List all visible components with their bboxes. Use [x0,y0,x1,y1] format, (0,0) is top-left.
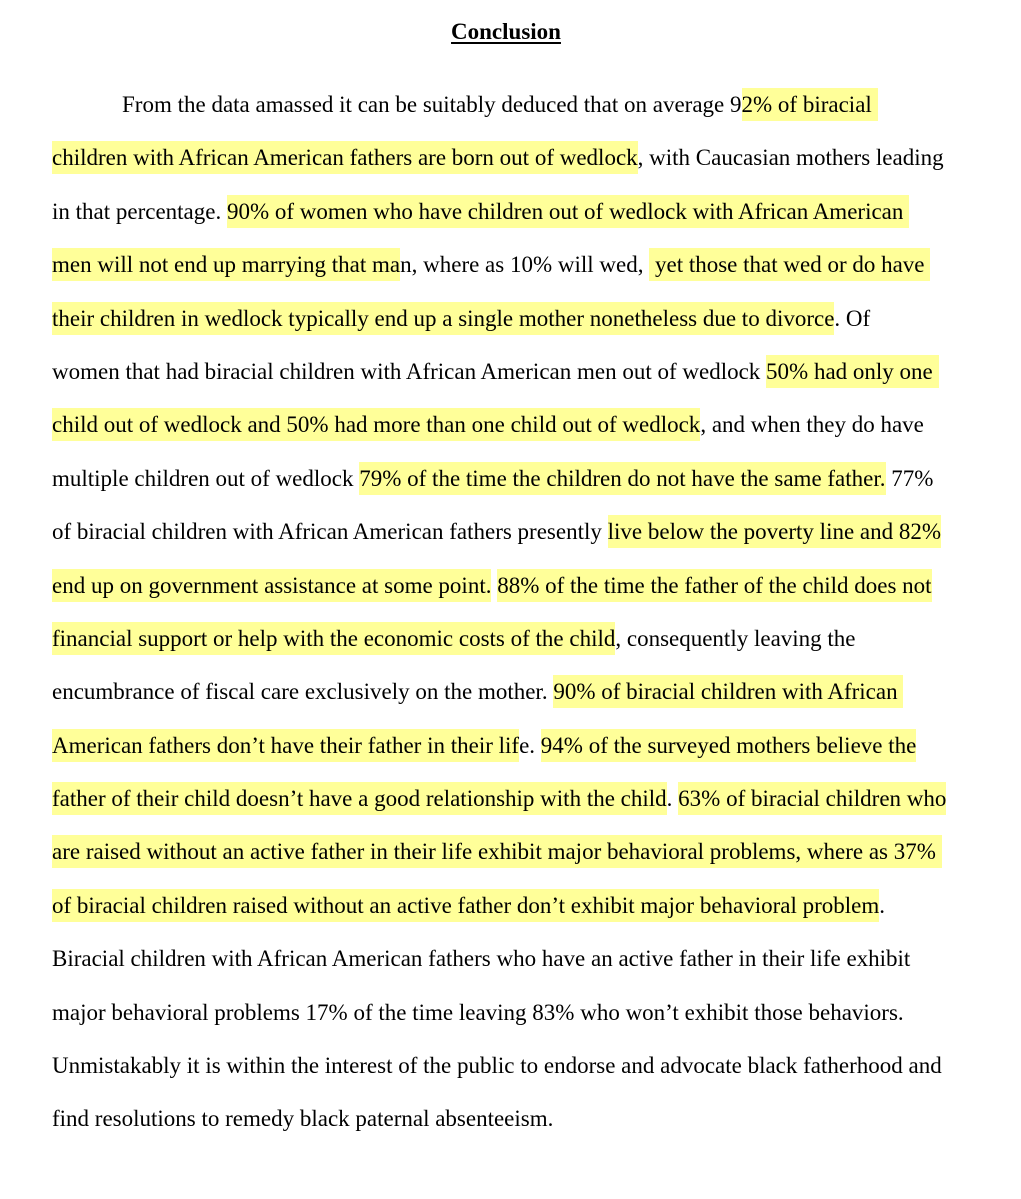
highlighted-text: 50% had only one [766,355,938,388]
paragraph-line [52,1098,964,1151]
plain-text: , with Caucasian mothers leading [637,145,944,171]
highlighted-text: 90% of biracial children with African [553,675,903,708]
paragraph-line [52,938,964,991]
paragraph-line [52,618,964,671]
paragraph-line [52,565,964,618]
plain-text: . [879,892,886,918]
paragraph-line [52,831,964,884]
plain-text: . [666,786,679,812]
paragraph-line [52,137,964,190]
plain-text: . Of [834,305,871,331]
highlighted-text: child out of wedlock and 50% had more than one child out of wedlock [52,408,700,441]
highlighted-text: 88% of the time the father of the child does not [497,569,931,602]
highlighted-text: father of their child doesn’t have a good relationship with the child [52,782,667,815]
highlighted-text: American fathers don’t have their father in their lif [52,729,519,762]
highlighted-text: 2% of biracial [742,88,878,121]
highlighted-text: yet those that wed or do have [649,248,930,281]
highlighted-text: 79% of the time the children do not have the same father. [359,462,885,495]
plain-text: From the data amassed it can be suitably deduced that on average 9 [122,92,742,117]
highlighted-text: live below the poverty line and 82% [608,515,941,548]
plain-text: encumbrance of fiscal care exclusively on the mother. [52,679,554,705]
plain-text: women that had biracial children with African American men out of wedlock [52,358,767,384]
plain-text: major behavioral problems 17% of the time leaving 83% who won’t exhibit those behaviors. [52,999,904,1025]
paragraph-line [52,191,964,244]
highlighted-text: their children in wedlock typically end up a single mother nonetheless due to divorce [52,302,834,335]
plain-text: in that percentage. [52,198,227,224]
highlighted-text: children with African American fathers are born out of wedlock [52,141,638,174]
highlighted-text: men will not end up marrying that ma [52,248,400,281]
section-heading: Conclusion [451,19,561,44]
plain-text: , consequently leaving the [615,625,856,651]
plain-text: of biracial children with African American fathers presently [52,519,608,545]
highlighted-text: 94% of the surveyed mothers believe the [541,729,917,762]
paragraph-line [52,992,964,1045]
plain-text: e. [519,732,541,758]
paragraph-line [52,885,964,938]
highlighted-text: are raised without an active father in their life exhibit major behavioral problems, where as 37% [52,835,942,868]
paragraph-line [52,511,964,564]
paragraph-line [52,298,964,351]
paragraph-line [52,351,964,404]
conclusion-paragraph [52,84,964,1152]
paragraph-line [52,458,964,511]
paragraph-line [52,725,964,778]
plain-text: Biracial children with African American fathers who have an active father in their life exhibit [52,946,911,972]
plain-text: , and when they do have [700,412,924,438]
highlighted-text: of biracial children raised without an active father don’t exhibit major behavioral problem [52,889,879,922]
plain-text: find resolutions to remedy black paternal absenteeism. [52,1106,554,1132]
plain-text: 77% [885,465,934,491]
paragraph-line [52,1045,964,1098]
plain-text: multiple children out of wedlock [52,465,360,491]
paragraph-line [52,404,964,457]
paragraph-line [52,671,964,724]
highlighted-text: 63% of biracial children who [678,782,946,815]
paragraph-line [52,244,964,297]
plain-text: Unmistakably it is within the interest of the public to endorse and advocate black fatherhood and [52,1053,942,1079]
paragraph-line [52,84,964,137]
highlighted-text: 90% of women who have children out of wedlock with African American [227,195,909,228]
paragraph-line [52,778,964,831]
highlighted-text: end up on government assistance at some point. [52,569,491,602]
plain-text: n, where as 10% will wed, [400,252,650,278]
highlighted-text: financial support or help with the economic costs of the child [52,622,615,655]
